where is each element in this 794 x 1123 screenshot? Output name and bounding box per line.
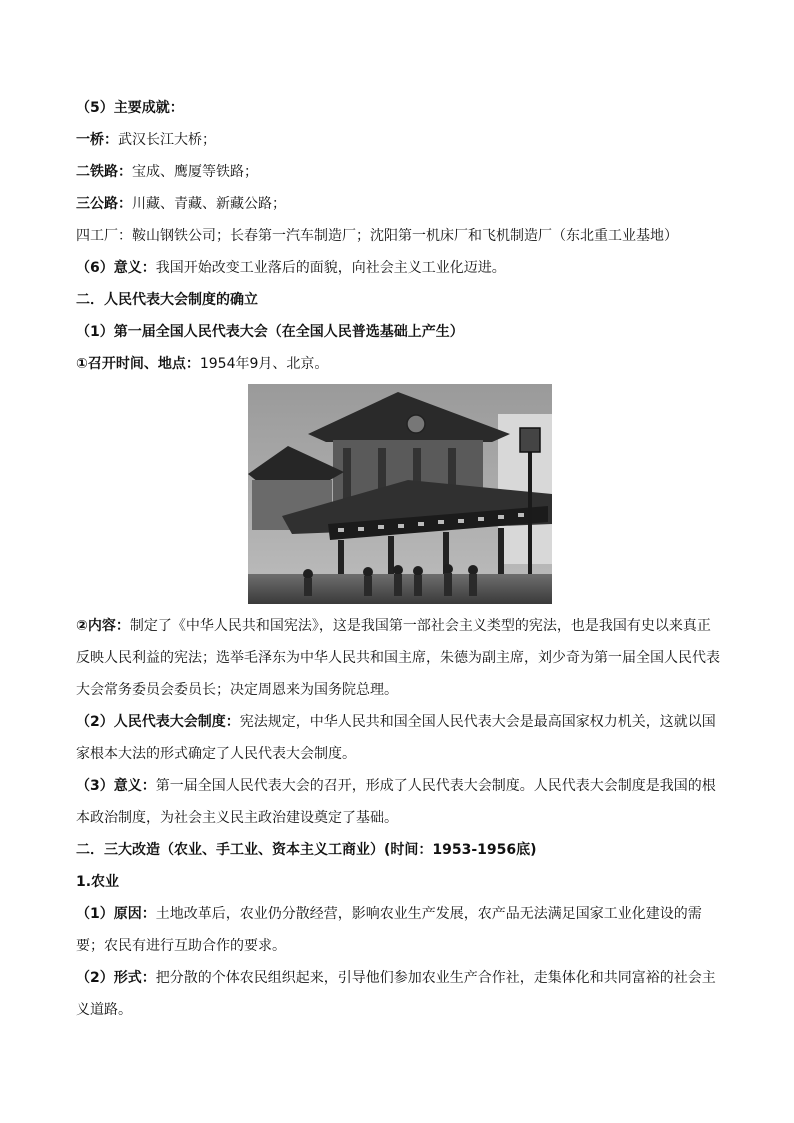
label: 三公路： (76, 196, 132, 212)
label: ②内容： (76, 618, 130, 634)
significance-industry (76, 252, 724, 284)
subheading-first-npc: （1）第一届全国人民代表大会（在全国人民普选基础上产生） (76, 324, 464, 340)
label: （1）原因： (76, 906, 156, 922)
npc-hall-photo (248, 384, 552, 604)
section-heading-npc: 二．人民代表大会制度的确立 (76, 292, 258, 308)
npc-system (76, 706, 724, 770)
text: 制定了《中华人民共和国宪法》，这是我国第一部社会主义类型的宪法，也是我国有史以来真正反映人民利益的宪法；选举毛泽东为中华人民共和国主席，朱德为副主席，刘少奇为第一届全国人民代表大会常务委员会委员长；决定周恩来为国务院总理。 (76, 618, 720, 698)
npc-time-place (76, 348, 724, 380)
npc-content (76, 610, 724, 706)
heading-achievements: （5）主要成就： (76, 100, 184, 116)
text: 我国开始改变工业落后的面貌，向社会主义工业化迈进。 (155, 260, 506, 276)
label: （6）意义： (76, 260, 156, 276)
label: （3）意义： (76, 778, 156, 794)
text: 武汉长江大桥； (118, 132, 216, 148)
text: 宪法规定，中华人民共和国全国人民代表大会是最高国家权力机关，这就以国家根本大法的形式确定了人民代表大会制度。 (76, 714, 716, 762)
text: 1954年9月、北京。 (199, 356, 329, 372)
agriculture-reason (76, 898, 724, 962)
text: 第一届全国人民代表大会的召开，形成了人民代表大会制度。人民代表大会制度是我国的根本政治制度，为社会主义民主政治建设奠定了基础。 (76, 778, 716, 826)
label: 一桥： (76, 132, 118, 148)
label: （2）人民代表大会制度： (76, 714, 240, 730)
section-heading-transformations: 二．三大改造（农业、手工业、资本主义工商业）(时间：1953-1956底) (76, 842, 537, 858)
label: ①召开时间、地点： (76, 356, 200, 372)
achievement-highways (76, 188, 724, 220)
text: 土地改革后，农业仍分散经营，影响农业生产发展，农产品无法满足国家工业化建设的需要；农民有进行互助合作的要求。 (76, 906, 702, 954)
label: 二铁路： (76, 164, 132, 180)
text: 把分散的个体农民组织起来，引导他们参加农业生产合作社，走集体化和共同富裕的社会主义道路。 (76, 970, 716, 1018)
text: 川藏、青藏、新藏公路； (132, 196, 286, 212)
agriculture-form (76, 962, 724, 1026)
label: （2）形式： (76, 970, 156, 986)
achievement-bridge (76, 124, 724, 156)
photo-container (76, 384, 724, 604)
npc-significance (76, 770, 724, 834)
subheading-agriculture: 1.农业 (76, 874, 120, 890)
achievement-railways (76, 156, 724, 188)
achievement-factories: 四工厂：鞍山钢铁公司；长春第一汽车制造厂；沈阳第一机床厂和飞机制造厂（东北重工业基地） (76, 228, 678, 244)
text: 宝成、鹰厦等铁路； (132, 164, 258, 180)
